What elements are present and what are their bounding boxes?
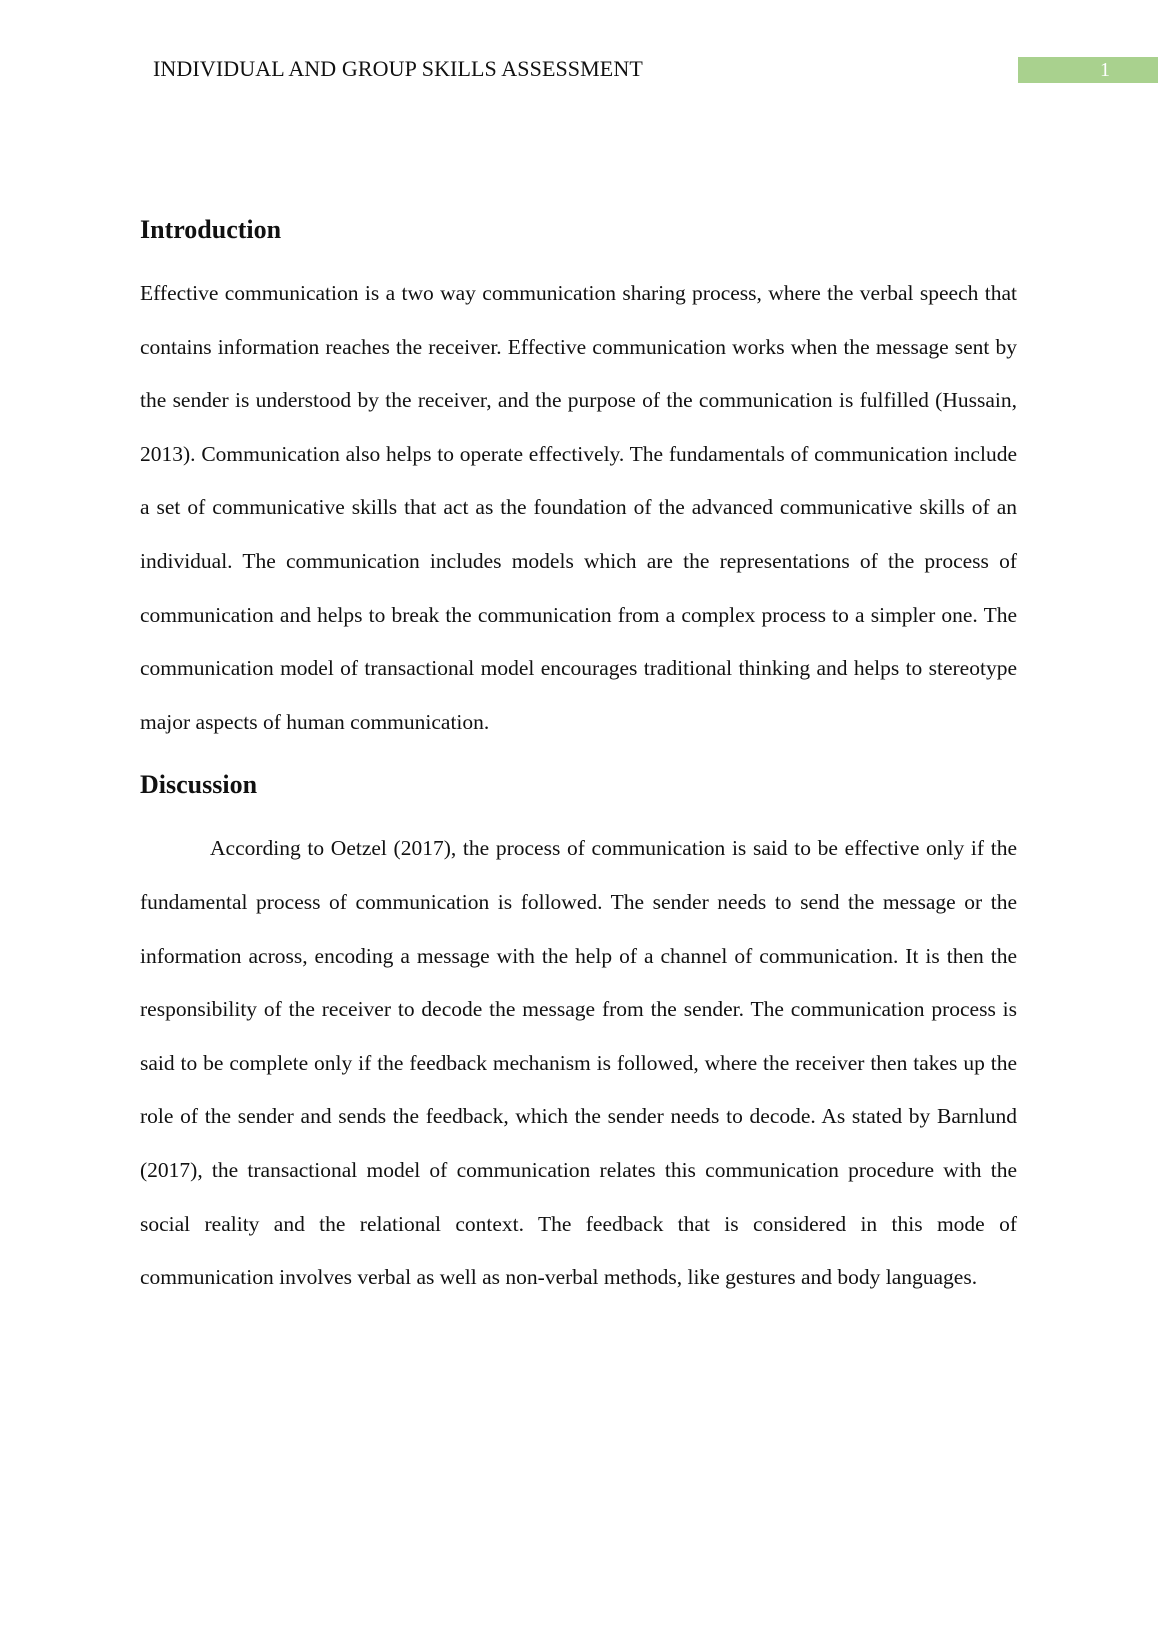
page-number: 1 <box>1018 57 1158 83</box>
introduction-paragraph: Effective communication is a two way communication sharing process, where the verbal speech that contains information reaches the receiver. Effective communication works when the message sent by the sender is understood by the receiver, and the purpose of the communication is fulfilled (Hussain, 2013). Communication also helps to operate effectively. The fundamentals of communication include a set of communicative skills that act as the foundation of the advanced communicative skills of an individual. The communication includes models which are the representations of the process of communication and helps to break the communication from a complex process to a simpler one. The communication model of transactional model encourages traditional thinking and helps to stereotype major aspects of human communication. <box>140 281 1017 734</box>
introduction-heading: Introduction <box>140 215 282 244</box>
introduction-section <box>140 210 1017 749</box>
running-head: INDIVIDUAL AND GROUP SKILLS ASSESSMENT <box>153 56 643 81</box>
discussion-heading: Discussion <box>140 770 258 800</box>
discussion-section <box>140 765 1017 1304</box>
discussion-paragraph: According to Oetzel (2017), the process of communication is said to be effective only if the fundamental process of communication is followed. The sender needs to send the message or the information across, encoding a message with the help of a channel of communication. It is then the responsibility of the receiver to decode the message from the sender. The communication process is said to be complete only if the feedback mechanism is followed, where the receiver then takes up the role of the sender and sends the feedback, which the sender needs to decode. As stated by Barnlund (2017), the transactional model of communication relates this communication procedure with the social reality and the relational context. The feedback that is considered in this mode of communication involves verbal as well as non-verbal methods, like gestures and body languages. <box>140 836 1017 1290</box>
document-body <box>140 210 1017 1305</box>
